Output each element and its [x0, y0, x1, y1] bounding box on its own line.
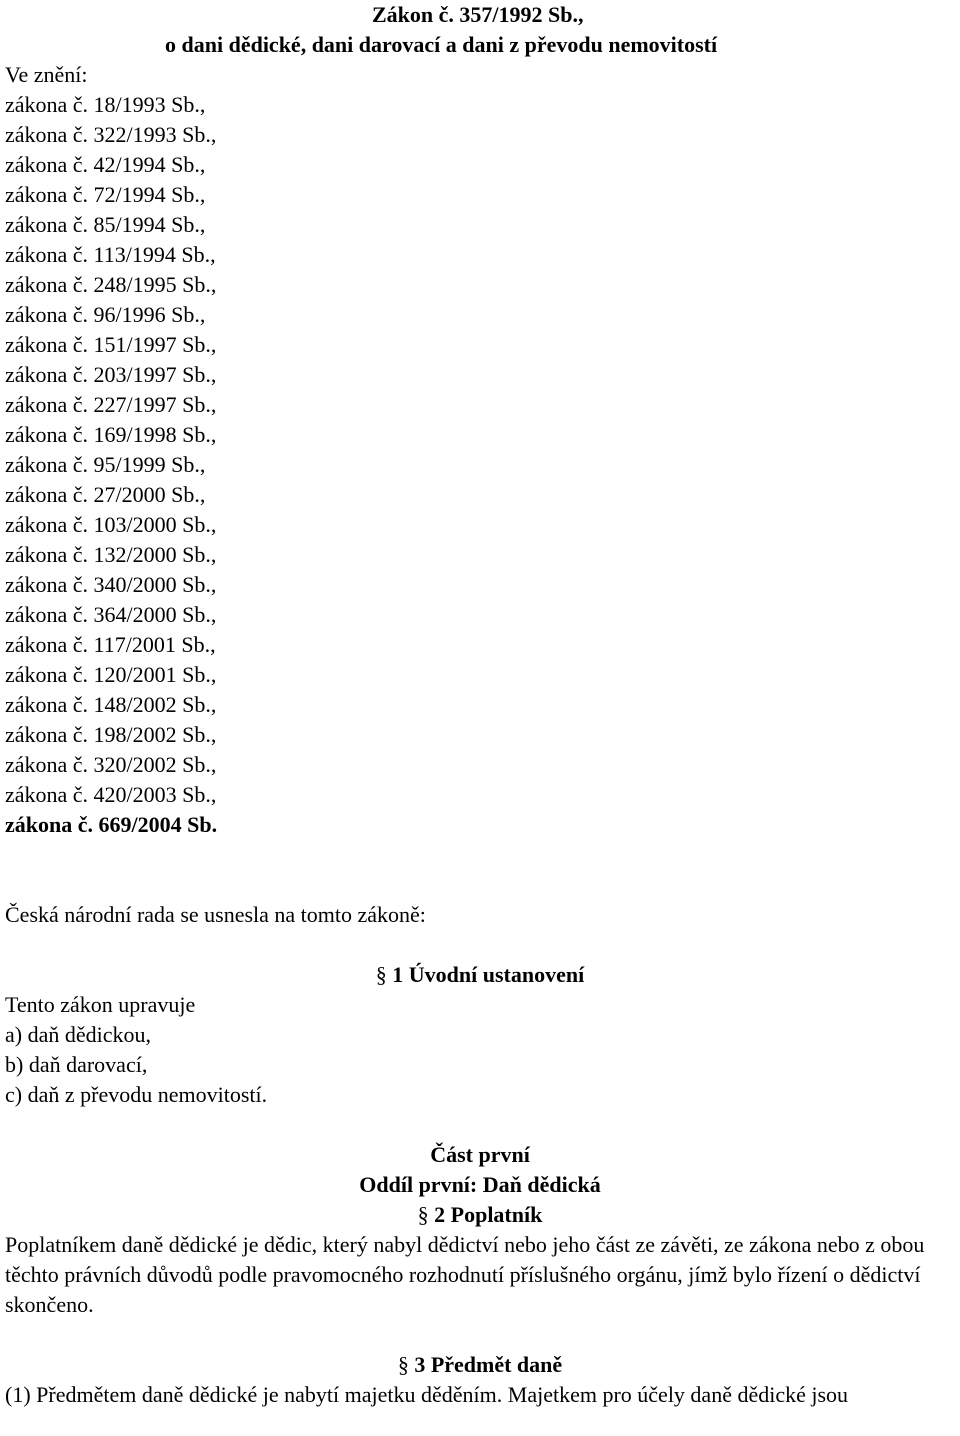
amendment-item: zákona č. 340/2000 Sb.,: [5, 572, 217, 597]
amendment-item: zákona č. 85/1994 Sb.,: [5, 212, 206, 237]
amendment-item: zákona č. 198/2002 Sb.,: [5, 722, 217, 747]
amendments-label: Ve znění:: [5, 62, 88, 87]
section-3: [5, 1350, 955, 1410]
amendments-block: [5, 60, 955, 840]
amendment-last-item: zákona č. 669/2004 Sb.: [5, 812, 218, 837]
section-3-heading: [5, 1350, 955, 1380]
section-2: [5, 1200, 955, 1320]
amendment-item: zákona č. 420/2003 Sb.,: [5, 782, 217, 807]
section-1-title: 1 Úvodní ustanovení: [392, 962, 585, 987]
section-2-text: Poplatníkem daně dědické je dědic, který nabyl dědictví nebo jeho část ze závěti, ze zákona nebo z obou těchto právních důvodů podle pravomocného rozhodnutí příslušného orgánu, jímž bylo řízení o dědictví skončeno.: [5, 1232, 925, 1317]
section-symbol: §: [397, 1352, 409, 1377]
amendment-item: zákona č. 132/2000 Sb.,: [5, 542, 217, 567]
amendment-item: zákona č. 18/1993 Sb.,: [5, 92, 206, 117]
preamble: Česká národní rada se usnesla na tomto zákoně:: [5, 902, 426, 927]
amendment-item: zákona č. 95/1999 Sb.,: [5, 452, 206, 477]
amendment-item: zákona č. 42/1994 Sb.,: [5, 152, 206, 177]
section-2-title: 2 Poplatník: [434, 1202, 543, 1227]
amendment-item: zákona č. 72/1994 Sb.,: [5, 182, 206, 207]
section-1-line: Tento zákon upravuje: [5, 992, 196, 1017]
document-page: [5, 0, 955, 1410]
amendment-item: zákona č. 113/1994 Sb.,: [5, 242, 216, 267]
amendment-item: zákona č. 320/2002 Sb.,: [5, 752, 217, 777]
amendment-item: zákona č. 248/1995 Sb.,: [5, 272, 217, 297]
law-header: [5, 0, 955, 60]
section-symbol: §: [375, 962, 387, 987]
section-1: [5, 960, 955, 1110]
amendment-item: zákona č. 117/2001 Sb.,: [5, 632, 216, 657]
amendments-list: [5, 90, 955, 810]
amendment-item: zákona č. 322/1993 Sb.,: [5, 122, 217, 147]
amendment-item: zákona č. 27/2000 Sb.,: [5, 482, 206, 507]
amendment-item: zákona č. 227/1997 Sb.,: [5, 392, 217, 417]
amendment-item: zákona č. 203/1997 Sb.,: [5, 362, 217, 387]
section-symbol: §: [417, 1202, 429, 1227]
amendment-item: zákona č. 169/1998 Sb.,: [5, 422, 217, 447]
section-1-line: c) daň z převodu nemovitostí.: [5, 1082, 268, 1107]
amendment-item: zákona č. 364/2000 Sb.,: [5, 602, 217, 627]
section-1-line: b) daň darovací,: [5, 1052, 148, 1077]
amendment-item: zákona č. 148/2002 Sb.,: [5, 692, 217, 717]
amendment-item: zákona č. 120/2001 Sb.,: [5, 662, 217, 687]
amendment-item: zákona č. 103/2000 Sb.,: [5, 512, 217, 537]
law-title: Zákon č. 357/1992 Sb.,: [372, 2, 584, 27]
section-3-title: 3 Předmět daně: [414, 1352, 563, 1377]
amendment-item: zákona č. 151/1997 Sb.,: [5, 332, 217, 357]
part-title: Část první: [430, 1142, 530, 1167]
law-subtitle: o dani dědické, dani darovací a dani z převodu nemovitostí: [165, 32, 718, 57]
section-1-line: a) daň dědickou,: [5, 1022, 151, 1047]
amendment-item: zákona č. 96/1996 Sb.,: [5, 302, 206, 327]
section-2-heading: [5, 1200, 955, 1230]
division-title: Oddíl první: Daň dědická: [359, 1172, 601, 1197]
section-3-text: (1) Předmětem daně dědické je nabytí majetku děděním. Majetkem pro účely daně dědické jsou: [5, 1382, 849, 1407]
section-1-heading: [5, 960, 955, 990]
